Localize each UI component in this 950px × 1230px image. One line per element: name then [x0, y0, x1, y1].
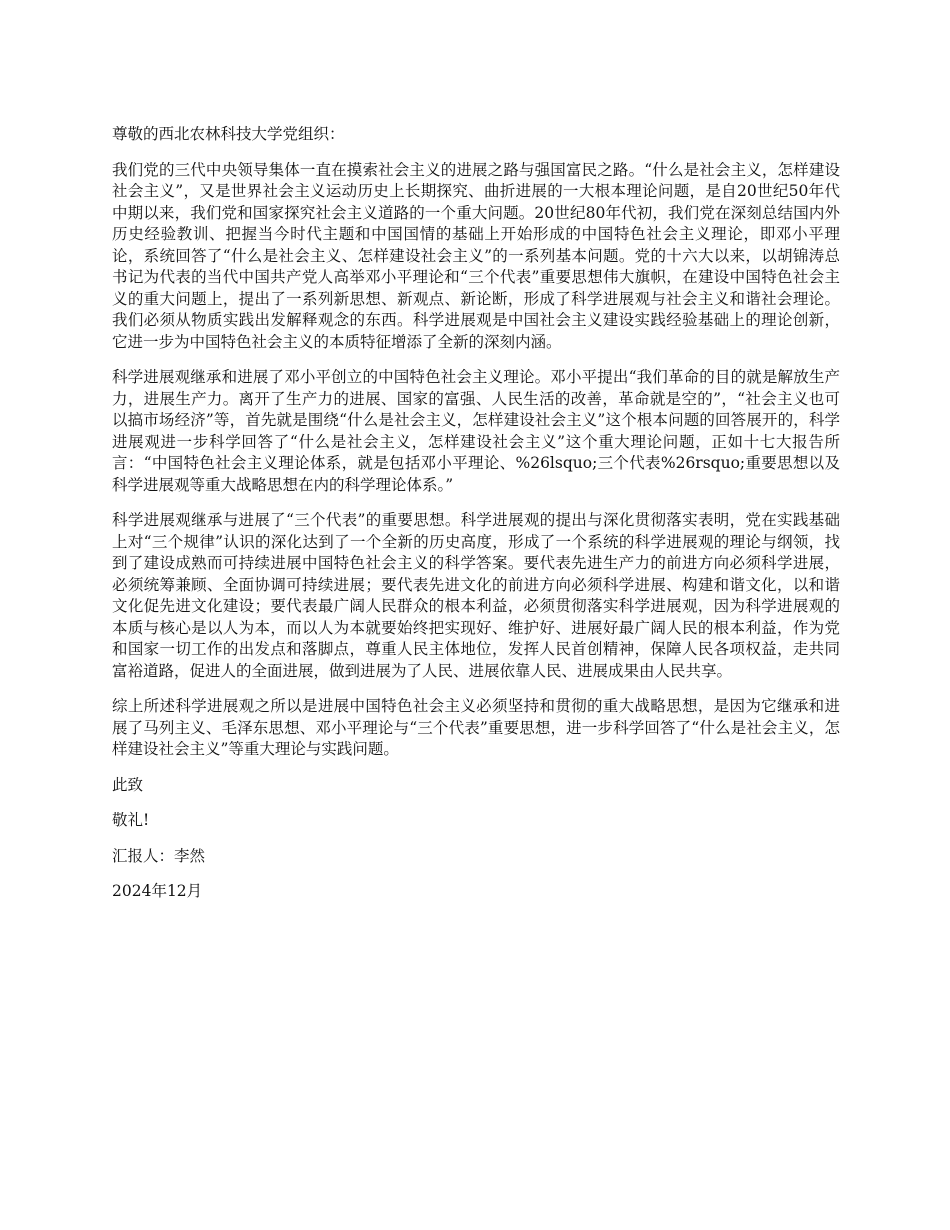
body-paragraph-1: 我们党的三代中央领导集体一直在摸索社会主义的进展之路与强国富民之路。“什么是社会主义，怎样建设社会主义”，又是世界社会主义运动历史上长期探究、曲折进展的一大根本理论问题，是自20世纪50年代中期以来，我们党和国家探究社会主义道路的一个重大问题。20世纪80年代初，我们党在深刻总结国内外历史经验教训、把握当今时代主题和中国国情的基础上开始形成的中国特色社会主义理论，即邓小平理论，系统回答了“什么是社会主义、怎样建设社会主义”的一系列基本问题。党的十六大以来，以胡锦涛总书记为代表的当代中国共产党人高举邓小平理论和“三个代表”重要思想伟大旗帜，在建设中国特色社会主义的重大问题上，提出了一系列新思想、新观点、新论断，形成了科学进展观与社会主义和谐社会理论。我们必须从物质实践出发解释观念的东西。科学进展观是中国社会主义建设实践经验基础上的理论创新，它进一步为中国特色社会主义的本质特征增添了全新的深刻内涵。 [112, 160, 840, 351]
closing-greeting: 此致 [112, 775, 144, 794]
body-paragraph-2: 科学进展观继承和进展了邓小平创立的中国特色社会主义理论。邓小平提出“我们革命的目的就是解放生产力，进展生产力。离开了生产力的进展、国家的富强、人民生活的改善，革命就是空的”，“社会主义也可以搞市场经济”等，首先就是围绕“什么是社会主义，怎样建设社会主义”这个根本问题的回答展开的，科学进展观进一步科学回答了“什么是社会主义，怎样建设社会主义”这个重大理论问题，正如十七大报告所言：“中国特色社会主义理论体系，就是包括邓小平理论、%26lsquo;三个代表%26rsquo;重要思想以及科学进展观等重大战略思想在内的科学理论体系。” [112, 368, 840, 494]
signature: 汇报人：李然 [112, 846, 206, 865]
closing-salute: 敬礼! [112, 811, 150, 829]
body-paragraph-3: 科学进展观继承与进展了“三个代表”的重要思想。科学进展观的提出与深化贯彻落实表明，党在实践基础上对“三个规律”认识的深化达到了一个全新的历史高度，形成了一个系统的科学进展观的理论与纲领，找到了建设成熟而可持续进展中国特色社会主义的科学答案。要代表先进生产力的前进方向必须科学进展，必须统筹兼顾、全面协调可持续进展；要代表先进文化的前进方向必须科学进展、构建和谐文化，以和谐文化促先进文化建设；要代表最广阔人民群众的根本利益，必须贯彻落实科学进展观，因为科学进展观的本质与核心是以人为本，而以人为本就要始终把实现好、维护好、进展好最广阔人民的根本利益，作为党和国家一切工作的出发点和落脚点，尊重人民主体地位，发挥人民首创精神，保障人民各项权益，走共同富裕道路，促进人的全面进展，做到进展为了人民、进展依靠人民、进展成果由人民共享。 [112, 511, 840, 680]
salutation: 尊敬的西北农林科技大学党组织： [112, 125, 345, 143]
date: 2024年12月 [112, 882, 203, 900]
body-paragraph-4: 综上所述科学进展观之所以是进展中国特色社会主义必须坚持和贯彻的重大战略思想，是因为它继承和进展了马列主义、毛泽东思想、邓小平理论与“三个代表”重要思想，进一步科学回答了“什么是社会主义，怎样建设社会主义”等重大理论与实践问题。 [112, 697, 840, 758]
letter-document [112, 124, 840, 917]
